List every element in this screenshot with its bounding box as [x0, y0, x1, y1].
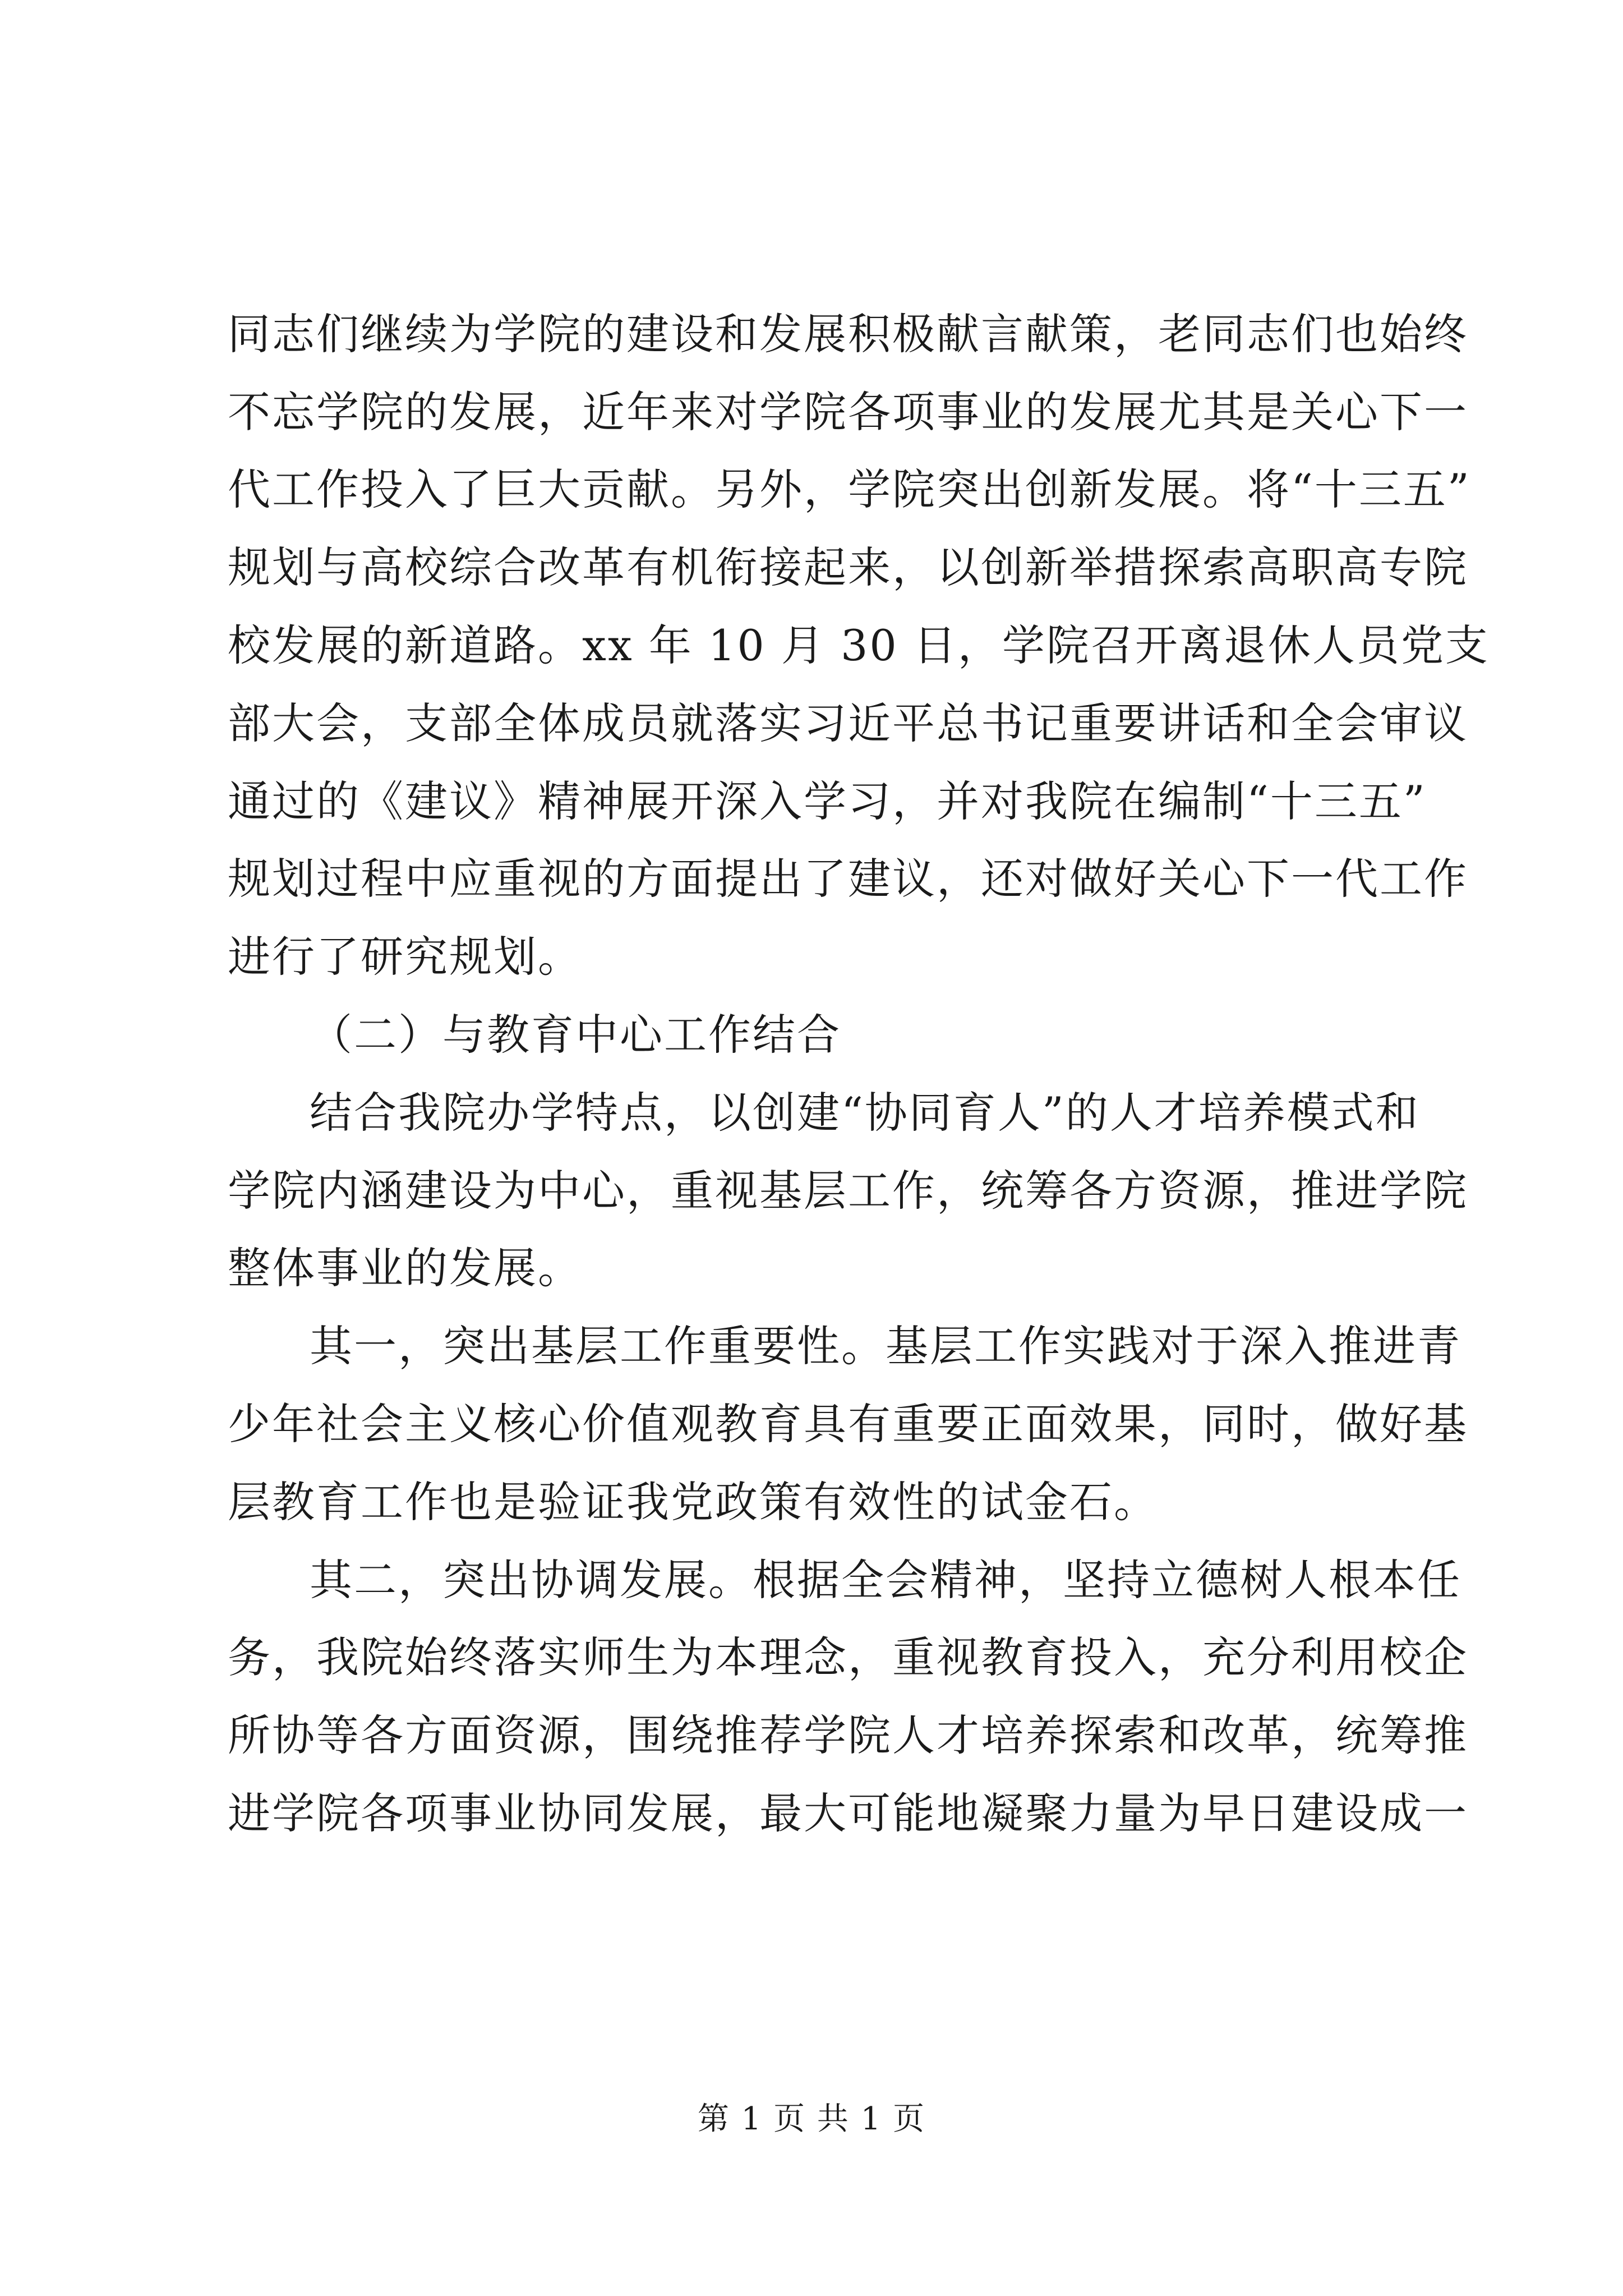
- text-line-1: 同志们继续为学院的建设和发展积极献言献策，老同志们也始终: [228, 309, 1468, 359]
- text-line-2: 不忘学院的发展，近年来对学院各项事业的发展尤其是关心下一: [228, 387, 1468, 437]
- text-line-14: 其一，突出基层工作重要性。基层工作实践对于深入推进青: [310, 1321, 1461, 1371]
- text-line-8: 规划过程中应重视的方面提出了建议，还对做好关心下一代工作: [228, 854, 1468, 904]
- text-line-7: 通过的《建议》精神展开深入学习，并对我院在编制“十三五”: [228, 776, 1427, 826]
- text-line-17: 其二，突出协调发展。根据全会精神，坚持立德树人根本任: [310, 1555, 1461, 1605]
- text-line-9: 进行了研究规划。: [228, 932, 582, 982]
- text-line-3: 代工作投入了巨大贡献。另外，学院突出创新发展。将“十三五”: [228, 464, 1471, 514]
- text-line-12: 学院内涵建设为中心，重视基层工作，统筹各方资源，推进学院: [228, 1166, 1468, 1216]
- text-line-5: 校发展的新道路。xx 年 10 月 30 日，学院召开离退休人员党支: [228, 620, 1490, 670]
- text-line-19: 所协等各方面资源，围绕推荐学院人才培养探索和改革，统筹推: [228, 1710, 1468, 1760]
- text-line-15: 少年社会主义核心价值观教育具有重要正面效果，同时，做好基: [228, 1399, 1468, 1449]
- text-line-11: 结合我院办学特点，以创建“协同育人”的人才培养模式和: [310, 1088, 1420, 1138]
- text-line-16: 层教育工作也是验证我党政策有效性的试金石。: [228, 1477, 1158, 1527]
- text-line-18: 务，我院始终落实师生为本理念，重视教育投入，充分利用校企: [228, 1632, 1468, 1682]
- page-number-footer: 第 1 页 共 1 页: [697, 2101, 926, 2137]
- text-line-4: 规划与高校综合改革有机衔接起来，以创新举措探索高职高专院: [228, 542, 1468, 592]
- section-heading: （二）与教育中心工作结合: [310, 1010, 841, 1060]
- text-line-13: 整体事业的发展。: [228, 1243, 582, 1293]
- text-line-6: 部大会，支部全体成员就落实习近平总书记重要讲话和全会审议: [228, 698, 1468, 748]
- text-line-20: 进学院各项事业协同发展，最大可能地凝聚力量为早日建设成一: [228, 1788, 1468, 1838]
